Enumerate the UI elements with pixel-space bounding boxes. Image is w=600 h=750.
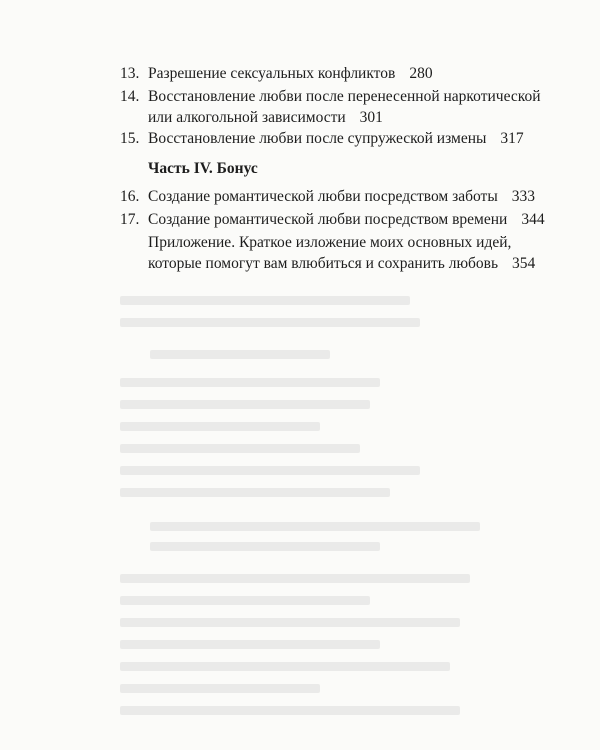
toc-entry-title-line-1: Восстановление любви после перенесенной наркотической <box>148 88 541 105</box>
toc-entry-page: 354 <box>512 255 536 272</box>
toc-entry-title: Разрешение сексуальных конфликтов <box>148 65 396 82</box>
toc-entry-title: Создание романтической любви посредством времени <box>148 211 508 228</box>
toc-entry-number: 17. <box>120 211 140 228</box>
toc-entry-page: 301 <box>359 109 383 126</box>
toc-entry-page: 333 <box>511 188 535 205</box>
toc-entry-title: Восстановление любви после супружеской измены <box>148 130 487 147</box>
toc-entry-number: 13. <box>120 65 140 82</box>
toc-entry-title: Создание романтической любви посредством заботы <box>148 188 498 205</box>
toc-entry-title-line-2: которые помогут вам влюбиться и сохранить любовь <box>148 255 499 272</box>
toc-entry-page: 317 <box>500 130 524 147</box>
toc-entry-title-line-1: Приложение. Краткое изложение моих основных идей, <box>148 234 512 251</box>
toc-entry-page: 280 <box>409 65 433 82</box>
toc-entry-number: 16. <box>120 188 140 205</box>
toc-entry-page: 344 <box>521 211 545 228</box>
toc-entry-number: 15. <box>120 130 140 147</box>
toc-entry-number: 14. <box>120 88 140 105</box>
section-title-part-4[interactable]: Часть IV. Бонус <box>148 160 258 177</box>
toc-entry-title-line-2: или алкогольной зависимости <box>148 109 346 126</box>
